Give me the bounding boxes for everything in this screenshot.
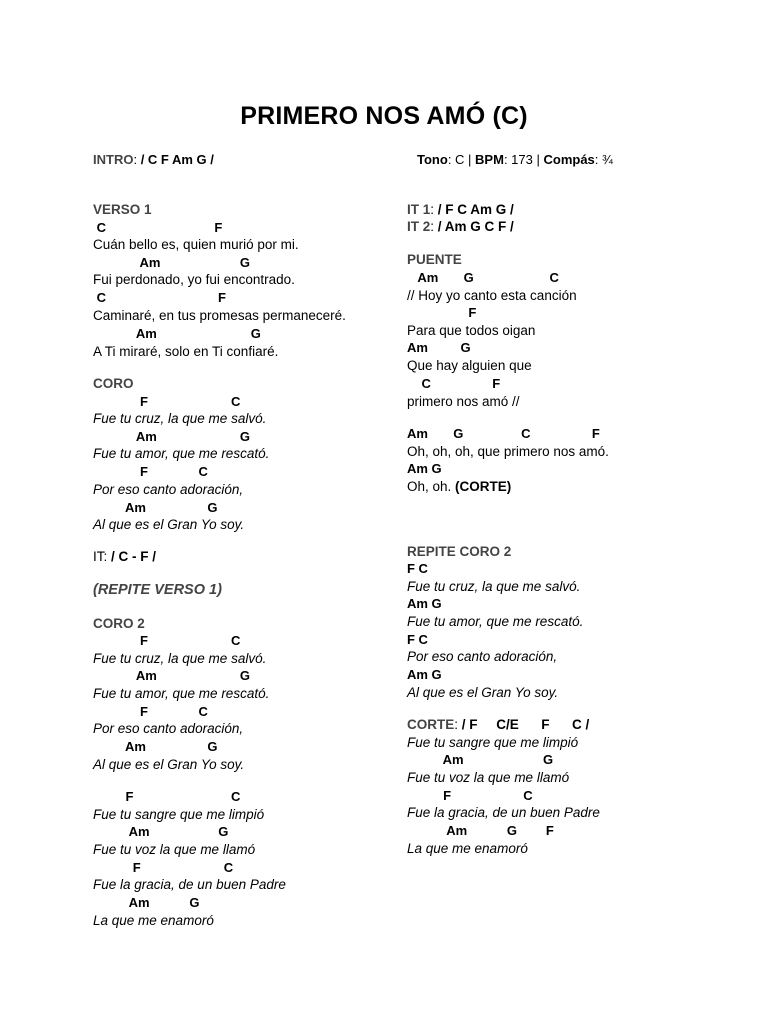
lyric-line: Fue tu voz la que me llamó [93,842,256,857]
tono-value: C [455,152,465,167]
repite-coro2-heading: REPITE CORO 2 [407,544,512,559]
lyric-line: Por eso canto adoración, [93,482,244,497]
chord-line: Am G C [407,270,559,285]
chord-line: F C [93,633,241,648]
compas-label: Compás [543,152,595,167]
lyric-line: Fue tu amor, que me rescató. [407,614,584,629]
chord-line: Am G F [407,823,554,838]
repite-verso-note: (REPITE VERSO 1) [93,582,222,598]
lyric-line: Fue la gracia, de un buen Padre [407,805,600,820]
puente-heading: PUENTE [407,252,462,267]
chord-line: Am G [407,596,442,611]
coro-heading: CORO [93,376,134,391]
lyric-line: Fue la gracia, de un buen Padre [93,877,286,892]
chord-line: Am G [407,752,554,767]
it2-label: IT 2 [407,219,431,234]
corte-label: CORTE [407,717,455,732]
lyric-line: Fui perdonado, yo fui encontrado. [93,272,295,287]
chord-line: F C [93,860,234,875]
lyric-line: Por eso canto adoración, [93,721,244,736]
it-value: / C - F / [111,549,157,564]
lyric-line: Que hay alguien que [407,358,532,373]
chord-line: F C [93,789,241,804]
chord-line: Am G [93,500,218,515]
it-label: IT [93,549,104,564]
chord-line: F C [407,632,428,647]
interlude-line: IT: / C - F / [93,549,157,564]
lyric-line: Oh, oh, oh, que primero nos amó. [407,444,609,459]
chord-line: F C [93,464,208,479]
chord-line: Am G [407,340,471,355]
chord-line: Am G [93,824,229,839]
lyric-line: Fue tu voz la que me llamó [407,770,570,785]
corte-value: / F C/E F C / [461,717,590,732]
lyric-line: Fue tu sangre que me limpió [407,735,579,750]
lyric-line: La que me enamoró [407,841,528,856]
lyric-line: Fue tu cruz, la que me salvó. [93,411,267,426]
compas-value: ¾ [602,152,613,167]
lyric-line: Cuán bello es, quien murió por mi. [93,237,299,252]
lyric-line: La que me enamoró [93,913,214,928]
chord-line: Am G [93,255,250,270]
chord-line: Am G [407,667,442,682]
coro2-heading: CORO 2 [93,616,145,631]
it1-line: IT 1: / F C Am G / [407,202,514,217]
corte-line: CORTE: / F C/E F C / [407,717,590,732]
intro-label: INTRO [93,152,134,167]
chord-line: Am G [93,326,261,341]
verso1-heading: VERSO 1 [93,202,152,217]
bpm-value: 173 [511,152,533,167]
lyric-line [407,479,511,495]
chord-line: Am G [93,739,218,754]
chord-line: C F [407,376,501,391]
it1-label: IT 1 [407,202,431,217]
lyric-text: Oh, oh. [407,479,456,494]
bpm-label: BPM [475,152,504,167]
song-title: PRIMERO NOS AMÓ (C) [240,102,528,130]
chord-line: F C [407,561,428,576]
chord-line: F C [93,704,208,719]
song-meta: Tono: C | BPM: 173 | Compás: ¾ [417,152,613,167]
lyric-line: A Ti miraré, solo en Ti confiaré. [93,344,279,359]
lyric-line: Caminaré, en tus promesas permaneceré. [93,308,346,323]
lyric-line: Fue tu amor, que me rescató. [93,446,270,461]
tono-label: Tono [417,152,448,167]
lyric-line: Fue tu sangre que me limpió [93,807,265,822]
chord-line: Am G [407,461,442,476]
chord-line: F C [93,394,241,409]
lyric-line: Fue tu cruz, la que me salvó. [93,651,267,666]
lyric-line: Al que es el Gran Yo soy. [407,685,559,700]
intro-value: / C F Am G / [140,152,214,167]
chord-line: Am G [93,668,250,683]
lyric-line: // Hoy yo canto esta canción [407,288,577,303]
chord-line: F C [407,788,533,803]
lyric-line: Al que es el Gran Yo soy. [93,517,245,532]
it2-line: IT 2: / Am G C F / [407,219,514,234]
intro-line: INTRO: / C F Am G / [93,152,214,167]
chord-line: C F [93,290,226,305]
chord-line: Am G C F [407,426,600,441]
it1-value: / F C Am G / [437,202,514,217]
lyric-line: Por eso canto adoración, [407,649,558,664]
corte-note: (CORTE) [455,479,512,494]
lyric-line: Para que todos oigan [407,323,536,338]
chord-line: Am G [93,429,250,444]
lyric-line: Fue tu cruz, la que me salvó. [407,579,581,594]
chord-line: Am G [93,895,200,910]
it2-value: / Am G C F / [437,219,514,234]
chord-line: F [407,305,477,320]
lyric-line: primero nos amó // [407,394,520,409]
chord-line: C F [93,220,223,235]
lyric-line: Fue tu amor, que me rescató. [93,686,270,701]
lyric-line: Al que es el Gran Yo soy. [93,757,245,772]
